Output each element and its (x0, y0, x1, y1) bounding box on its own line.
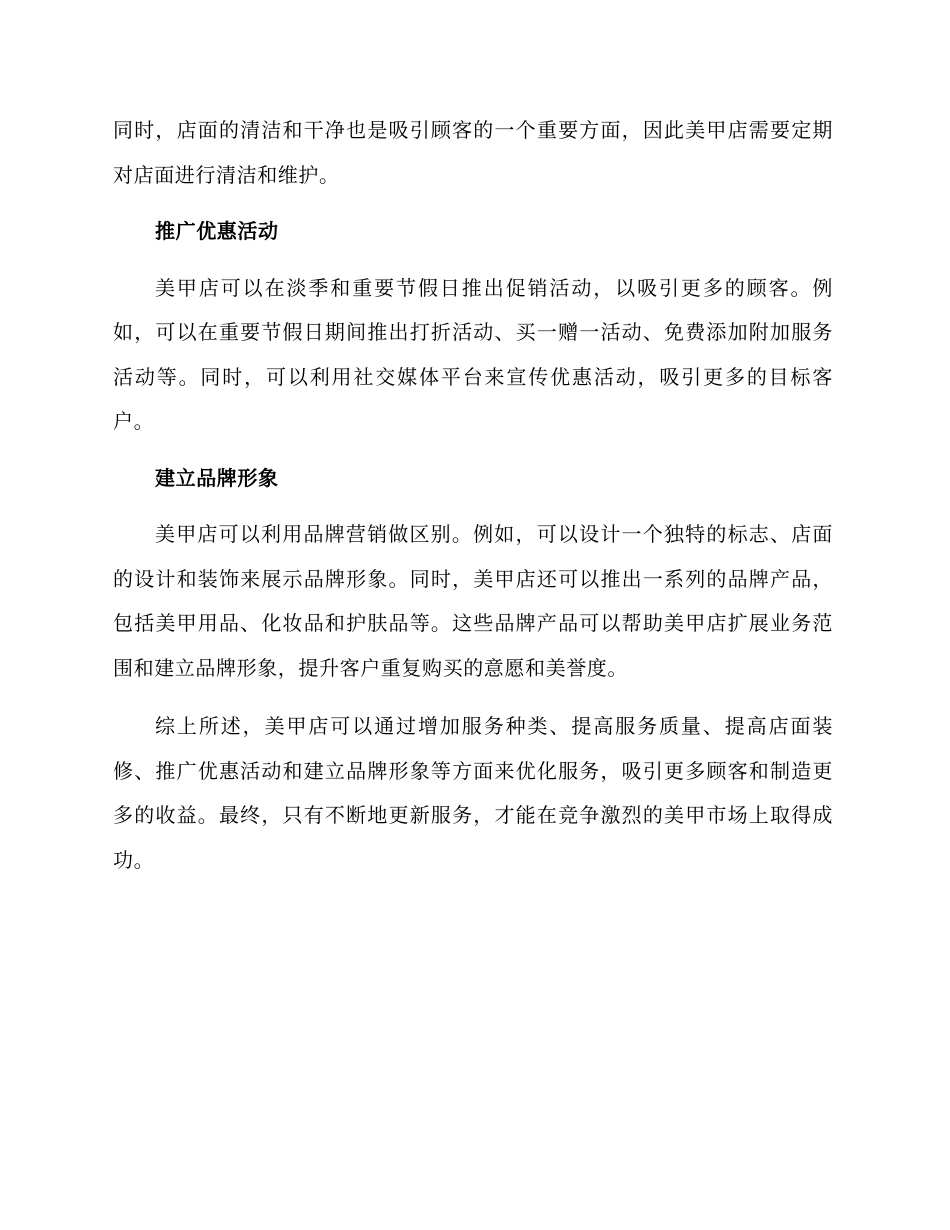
section-heading-promotions: 推广优惠活动 (155, 219, 279, 243)
spacer (113, 197, 833, 209)
spacer (113, 500, 833, 512)
spacer (113, 444, 833, 456)
document-page (113, 108, 833, 882)
spacer (113, 690, 833, 704)
paragraph-conclusion: 综上所述，美甲店可以通过增加服务种类、提高服务质量、提高店面装修、推广优惠活动和建立品牌形象等方面来优化服务，吸引更多顾客和制造更多的收益。最终，只有不断地更新服务，才能在竞争激烈的美甲市场上取得成功。 (113, 714, 833, 872)
paragraph-brand-image: 美甲店可以利用品牌营销做区别。例如，可以设计一个独特的标志、店面的设计和装饰来展示品牌形象。同时，美甲店还可以推出一系列的品牌产品，包括美甲用品、化妆品和护肤品等。这些品牌产品可以帮助美甲店扩展业务范围和建立品牌形象，提升客户重复购买的意愿和美誉度。 (113, 522, 833, 680)
spacer (113, 254, 833, 266)
section-heading-brand-image: 建立品牌形象 (155, 465, 279, 490)
paragraph-store-cleanliness: 同时，店面的清洁和干净也是吸引顾客的一个重要方面，因此美甲店需要定期对店面进行清洁和维护。 (113, 118, 833, 187)
paragraph-promotions: 美甲店可以在淡季和重要节假日推出促销活动，以吸引更多的顾客。例如，可以在重要节假日期间推出打折活动、买一赠一活动、免费添加附加服务活动等。同时，可以利用社交媒体平台来宣传优惠活动，吸引更多的目标客户。 (113, 275, 833, 433)
